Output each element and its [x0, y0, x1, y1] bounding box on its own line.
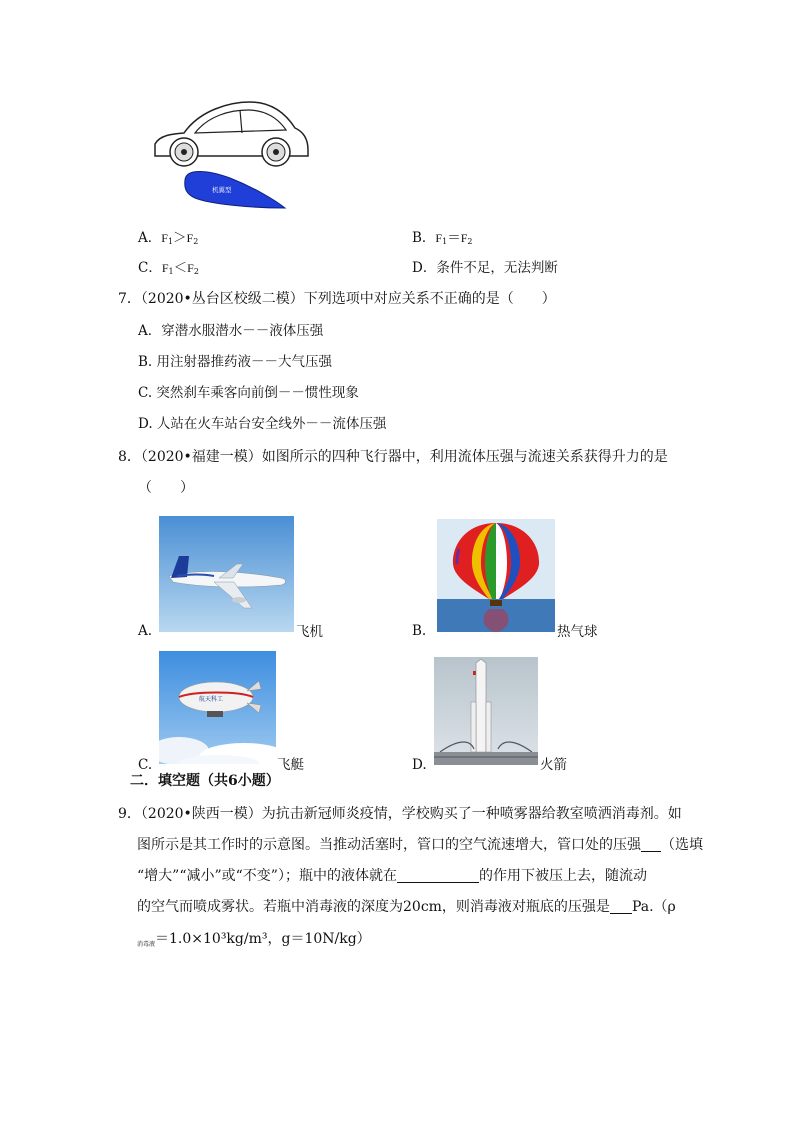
q6-option-c[interactable]: C．$F_1<F_2$	[138, 260, 199, 276]
q8-option-a-letter[interactable]: A.	[138, 623, 153, 639]
q9-blank-3[interactable]	[610, 899, 632, 914]
q9-blank-1[interactable]	[641, 837, 661, 852]
q9-line4: 的空气而喷成雾状。若瓶中消毒液的深度为20cm，则消毒液对瓶底的压强是 Pa.（ρ	[137, 899, 676, 915]
q6-option-b[interactable]: B．$F_1=F_2$	[412, 230, 473, 246]
q7-option-c[interactable]: C. 突然刹车乘客向前倒－－惯性现象	[138, 385, 359, 401]
q7-stem: 7．（2020•丛台区校级二模）下列选项中对应关系不正确的是（ ）	[118, 291, 556, 307]
airship-text: 航天科工	[199, 696, 224, 703]
rocket-image	[434, 657, 538, 765]
car-front-wheel	[170, 138, 198, 166]
section-title: 二．填空题（共6小题）	[130, 773, 280, 789]
q8-option-d-caption: 火箭	[540, 757, 567, 773]
q8-option-b-caption: 热气球	[557, 624, 598, 640]
q9-line5: $_{消毒液}$＝1.0×10³kg/m³，g＝10N/kg）	[137, 931, 371, 948]
q8-stem-line1: 8．（2020•福建一模）如图所示的四种飞行器中，利用流体压强与流速关系获得升力的是	[118, 449, 668, 465]
wing-label: 机翼型	[212, 186, 232, 194]
airship-image	[159, 651, 276, 764]
car-rear-wheel	[262, 138, 290, 166]
q8-option-b-letter[interactable]: B.	[412, 623, 427, 639]
q9-blank-2[interactable]	[397, 868, 479, 883]
q6-option-d[interactable]: D．条件不足，无法判断	[412, 260, 558, 276]
q7-option-b[interactable]: B. 用注射器推药液－－大气压强	[138, 354, 333, 370]
car-wing-figure	[150, 100, 310, 212]
q8-option-c-letter[interactable]: C.	[138, 757, 153, 773]
q7-option-a[interactable]: A．穿潜水服潜水－－液体压强	[138, 323, 324, 339]
q9-density-subscript: 消毒液	[137, 941, 156, 948]
q7-option-d[interactable]: D. 人站在火车站台安全线外－－流体压强	[138, 416, 387, 432]
q9-line3: “增大”“减小”或“不变”）；瓶中的液体就在 的作用下被压上去，随流动	[137, 868, 647, 884]
q8-option-c-caption: 飞艇	[277, 757, 304, 773]
airplane-image	[159, 516, 294, 632]
q8-option-a-caption: 飞机	[296, 624, 323, 640]
q8-option-d-letter[interactable]: D.	[412, 757, 427, 773]
q9-line2: 图所示是其工作时的示意图。当推动活塞时，管口的空气流速增大，管口处的压强 （选填	[137, 837, 703, 853]
q8-stem-line2: （ ）	[138, 480, 194, 496]
q6-option-a[interactable]: A．$F_1>F_2$	[138, 230, 199, 246]
wing-shape	[185, 172, 285, 209]
q9-line1: 9．（2020•陕西一模）为抗击新冠师炎疫情，学校购买了一种喷雾器给教室喷洒消毒剂。如	[118, 806, 682, 822]
hot-air-balloon-image	[437, 519, 555, 632]
